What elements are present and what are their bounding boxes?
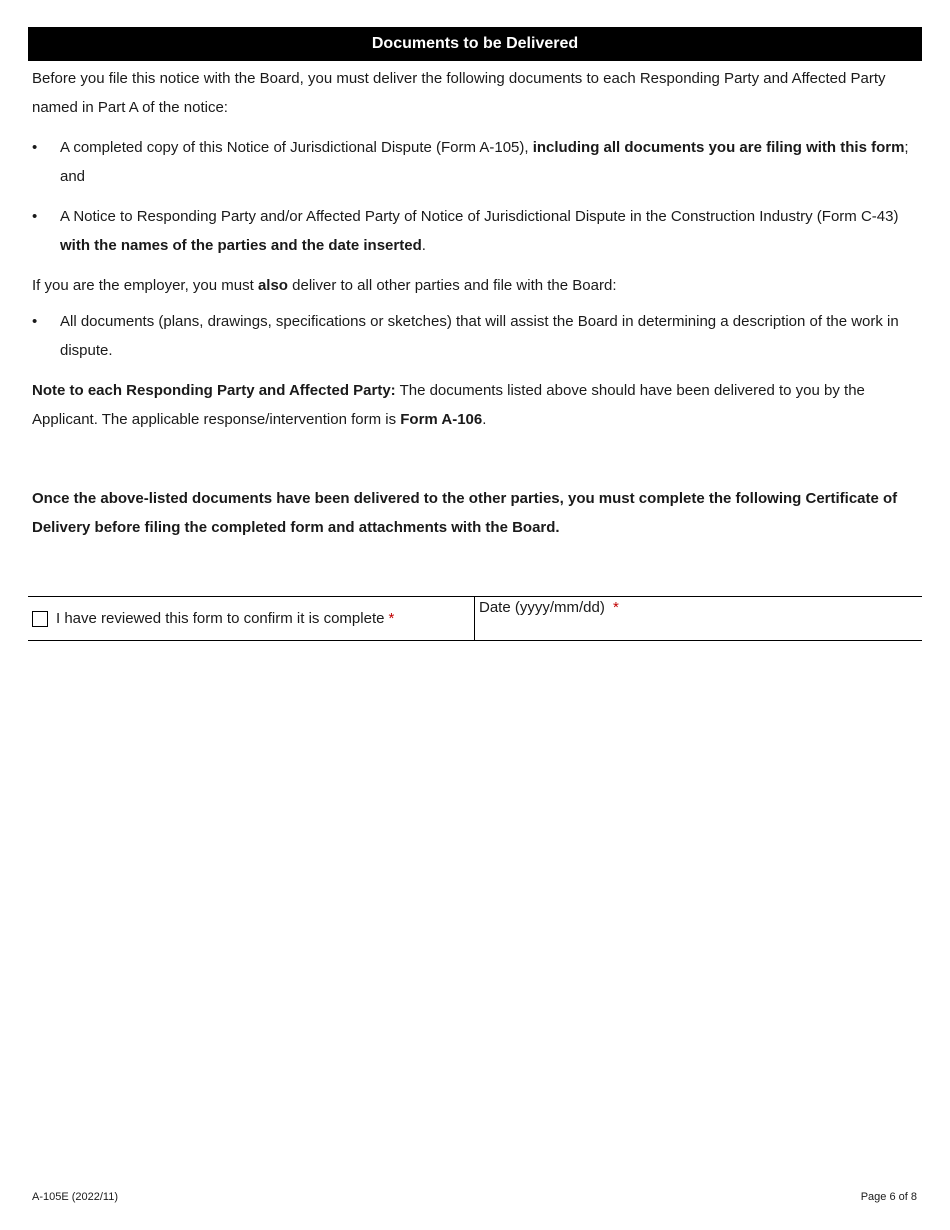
note-text: The documents listed above should have been delivered to you by the Applicant. The applicable response/intervention form is [32, 382, 865, 428]
date-field-label: Date (yyyy/mm/dd) [479, 599, 605, 616]
instructions-content [32, 64, 920, 542]
note-text-end: . [482, 411, 487, 428]
section-header [28, 27, 922, 61]
certificate-instruction: Once the above-listed documents have been delivered to the other parties, you must complete the following Certificate of Delivery before filing the completed form and attachments with the Board. [32, 490, 898, 536]
bullet-icon: • [32, 208, 38, 225]
bullet-text-end: ; and [60, 139, 909, 185]
page-number: Page 6 of 8 [860, 1191, 917, 1203]
bullet-text-end: . [421, 237, 426, 254]
note-form-reference: Form A-106 [400, 411, 483, 428]
bullet-text: A Notice to Responding Party and/or Affected Party of Notice of Jurisdictional Dispute in the Construction Industry (Form C-43) [60, 208, 899, 225]
bullet-bold-text: with the names of the parties and the date inserted [60, 237, 422, 254]
employer-text-end: deliver to all other parties and file with the Board: [287, 277, 617, 294]
bullet-item-notice [32, 202, 920, 260]
review-checkbox[interactable] [32, 611, 48, 627]
employer-bold-text: also [257, 277, 288, 294]
bullet-item-plans [32, 307, 920, 365]
certificate-of-delivery-row [28, 596, 922, 641]
required-marker: * [388, 610, 395, 627]
bullet-bold-text: including all documents you are filing with this form [532, 139, 905, 156]
section-title: Documents to be Delivered [371, 35, 579, 52]
bullet-icon: • [32, 139, 38, 156]
intro-paragraph: Before you file this notice with the Board, you must deliver the following documents to each Responding Party and Affected Party named in Part A of the notice: [32, 70, 886, 116]
required-marker: * [613, 599, 619, 616]
note-paragraph [32, 376, 920, 434]
employer-paragraph [32, 271, 920, 300]
review-confirmation-cell [28, 597, 475, 640]
date-field[interactable] [475, 597, 922, 640]
note-bold-text: Note to each Responding Party and Affected Party: [32, 382, 396, 399]
bullet-item-form-copy [32, 133, 920, 191]
bullet-text: All documents (plans, drawings, specifications or sketches) that will assist the Board in determining a description of the work in dispute. [60, 313, 899, 359]
form-code: A-105E (2022/11) [32, 1191, 119, 1203]
employer-text: If you are the employer, you must [32, 277, 258, 294]
review-checkbox-label: I have reviewed this form to confirm it is complete [56, 610, 385, 627]
bullet-icon: • [32, 313, 38, 330]
bullet-text: A completed copy of this Notice of Jurisdictional Dispute (Form A-105), [60, 139, 533, 156]
